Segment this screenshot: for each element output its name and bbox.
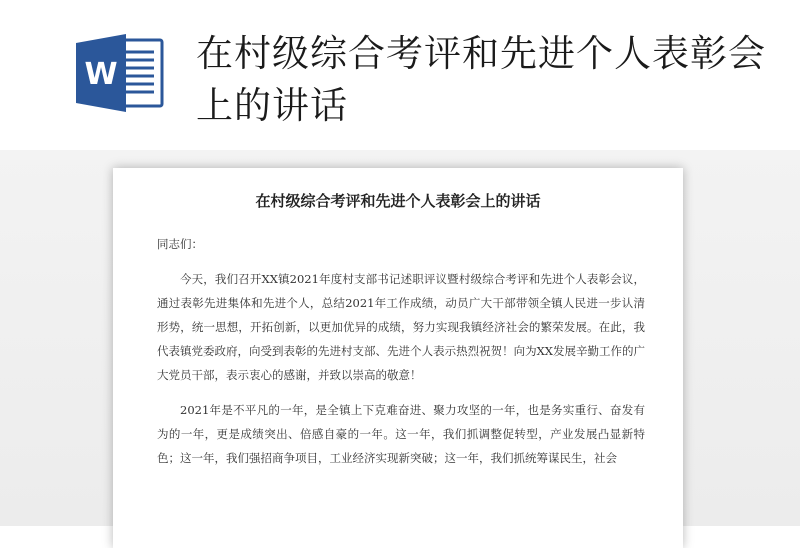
document-title: 在村级综合考评和先进个人表彰会上的讲话 bbox=[255, 192, 541, 210]
word-document-icon bbox=[76, 34, 164, 112]
document-body bbox=[157, 232, 645, 470]
file-title: 在村级综合考评和先进个人表彰会上的讲话 bbox=[196, 32, 766, 127]
body-paragraph-2: 2021年是不平凡的一年，是全镇上下克难奋进、聚力攻坚的一年，也是务实重行、奋发有为的一年，更是成绩突出、倍感自豪的一年。这一年，我们抓调整促转型，产业发展凸显新特色；这一年，我们强招商争项目，工业经济实现新突破；这一年，我们抓统筹谋民生，社会 bbox=[157, 403, 645, 465]
word-icon-letter: W bbox=[84, 57, 118, 92]
body-paragraph-1: 今天，我们召开XX镇2021年度村支部书记述职评议暨村级综合考评和先进个人表彰会议，通过表彰先进集体和先进个人，总结2021年工作成绩，动员广大干部带领全镇人民进一步认清形势，统一思想，开拓创新，以更加优异的成绩，努力实现我镇经济社会的繁荣发展。在此，我代表镇党委政府，向受到表彰的先进村支部、先进个人表示热烈祝贺！向为XX发展辛勤工作的广大党员干部，表示衷心的感谢，并致以崇高的敬意！ bbox=[157, 272, 645, 382]
document-page bbox=[113, 168, 683, 548]
header-area bbox=[0, 0, 800, 150]
salutation: 同志们： bbox=[157, 237, 203, 251]
